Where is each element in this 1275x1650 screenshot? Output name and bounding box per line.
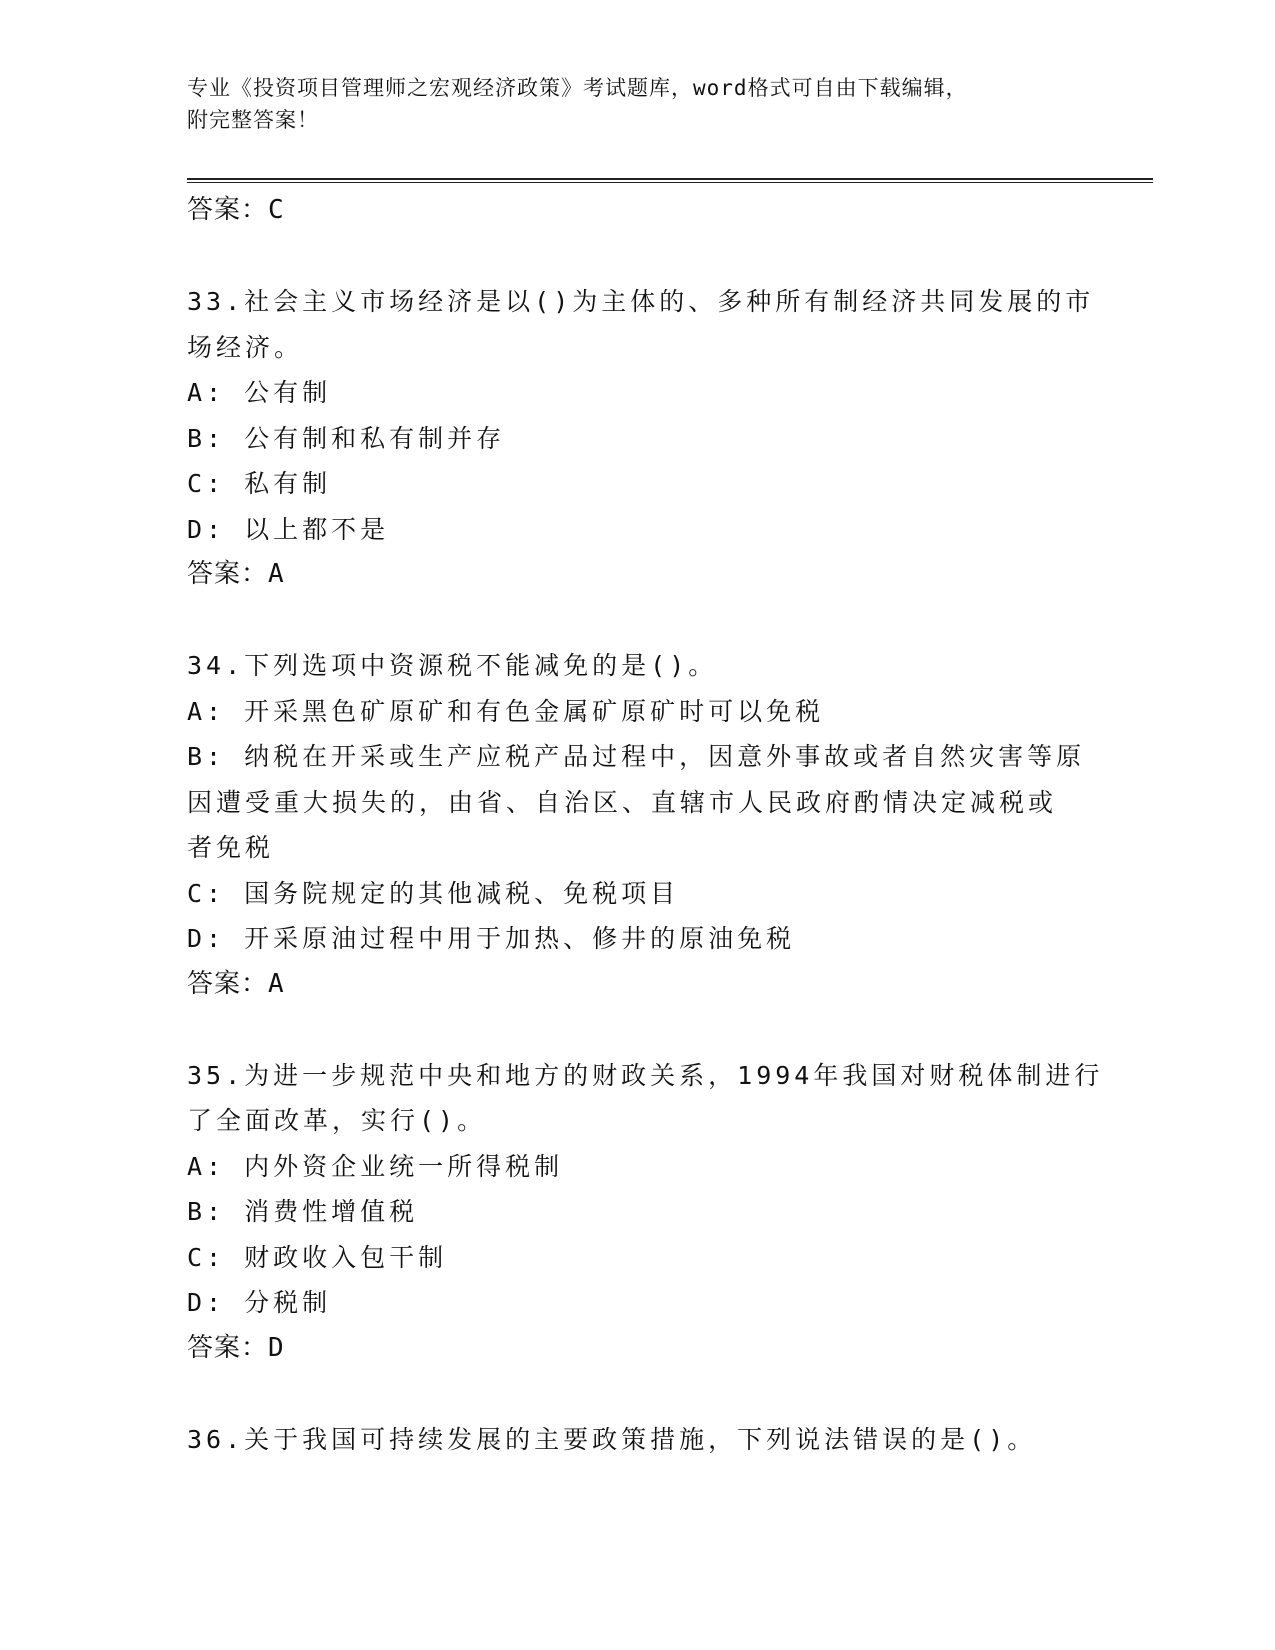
option-b: B: 纳税在开采或生产应税产品过程中，因意外事故或者自然灾害等原 bbox=[187, 742, 1086, 771]
option-d: D: 开采原油过程中用于加热、修井的原油免税 bbox=[187, 924, 796, 953]
document-header bbox=[187, 72, 1087, 136]
answer-label: 答案： bbox=[187, 968, 269, 999]
answer-value: A bbox=[268, 968, 285, 999]
header-divider-thin bbox=[187, 182, 1153, 183]
option-a: A: 内外资企业统一所得税制 bbox=[187, 1151, 564, 1181]
answer-label: 答案： bbox=[187, 559, 269, 589]
option-c: C: 私有制 bbox=[187, 469, 332, 498]
header-line-2: 附完整答案！ bbox=[187, 108, 319, 132]
question-stem: 了全面改革，实行()。 bbox=[187, 1106, 487, 1135]
spacer bbox=[187, 234, 1097, 280]
answer-label: 答案： bbox=[187, 1332, 269, 1363]
option-c: C: 财政收入包干制 bbox=[187, 1242, 448, 1272]
spacer bbox=[187, 1371, 1097, 1417]
question-stem: 36.关于我国可持续发展的主要政策措施，下列说法错误的是()。 bbox=[187, 1424, 1037, 1454]
question-stem: 34.下列选项中资源税不能减免的是()。 bbox=[187, 651, 718, 680]
question-list bbox=[187, 188, 1104, 1462]
answer-value: A bbox=[268, 559, 285, 589]
question-34 bbox=[187, 643, 1097, 1007]
option-b: B: 公有制和私有制并存 bbox=[187, 423, 506, 453]
option-b-continued: 者免税 bbox=[187, 833, 275, 862]
option-b-continued: 因遭受重大损失的，由省、自治区、直辖市人民政府酌情决定减税或 bbox=[187, 787, 1058, 817]
answer-line bbox=[187, 1326, 1097, 1372]
answer-value: D bbox=[268, 1332, 285, 1363]
answer-line bbox=[187, 962, 1097, 1008]
header-line-1: 专业《投资项目管理师之宏观经济政策》考试题库，word格式可自由下载编辑， bbox=[187, 76, 968, 100]
spacer bbox=[187, 1007, 1097, 1053]
spacer bbox=[187, 598, 1097, 644]
option-d: D: 分税制 bbox=[187, 1288, 332, 1317]
question-stem: 33.社会主义市场经济是以()为主体的、多种所有制经济共同发展的市 bbox=[187, 287, 1095, 316]
question-35 bbox=[187, 1053, 1104, 1372]
question-33 bbox=[187, 279, 1097, 598]
answer-line bbox=[187, 188, 1097, 234]
answer-value: C bbox=[268, 195, 285, 225]
answer-label: 答案： bbox=[187, 195, 269, 225]
option-c: C: 国务院规定的其他减税、免税项目 bbox=[187, 878, 680, 908]
option-d: D: 以上都不是 bbox=[187, 514, 390, 544]
header-divider-thick bbox=[187, 178, 1153, 180]
question-stem: 35.为进一步规范中央和地方的财政关系，1994年我国对财税体制进行 bbox=[187, 1060, 1104, 1090]
question-36 bbox=[187, 1417, 1097, 1463]
option-a: A: 公有制 bbox=[187, 378, 332, 407]
answer-line bbox=[187, 552, 1097, 598]
question-stem: 场经济。 bbox=[187, 332, 304, 362]
option-b: B: 消费性增值税 bbox=[187, 1197, 419, 1226]
option-a: A: 开采黑色矿原矿和有色金属矿原矿时可以免税 bbox=[187, 696, 825, 726]
